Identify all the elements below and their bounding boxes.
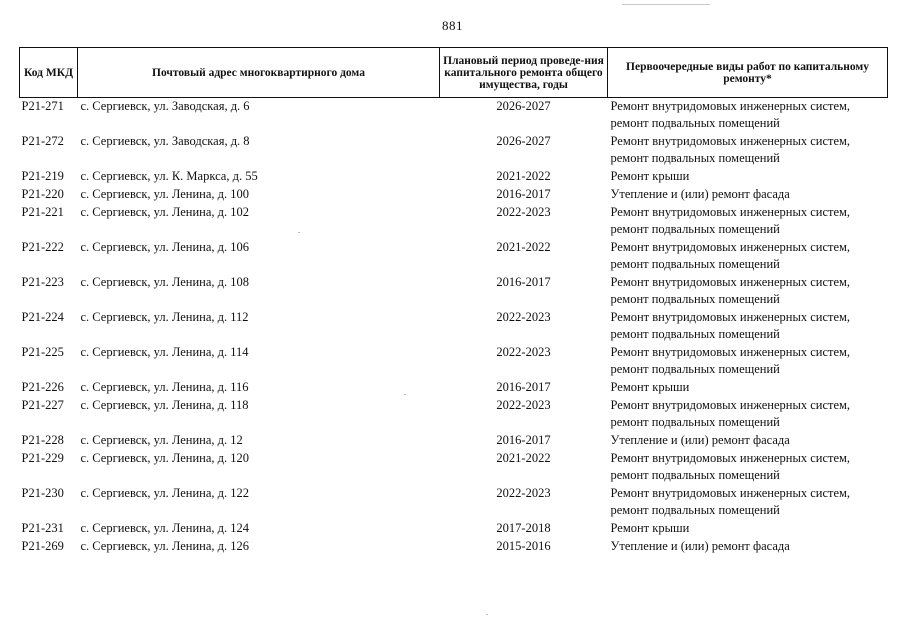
mkd-code: Р21-227 (21, 397, 64, 412)
repair-works (608, 309, 888, 344)
table-row (20, 274, 888, 309)
table-row (20, 133, 888, 168)
repair-work-line: Ремонт внутридомовых инженерных систем, (610, 274, 851, 289)
table-row (20, 397, 888, 432)
mkd-code: Р21-271 (21, 99, 64, 113)
repair-works (608, 432, 888, 450)
table-row (20, 239, 888, 274)
repair-work-line: Ремонт внутридомовых инженерных систем, (610, 450, 851, 465)
postal-address: с. Сергиевск, ул. Ленина, д. 100 (80, 186, 250, 201)
repair-work-line: ремонт подвальных помещений (610, 221, 780, 236)
mkd-code: Р21-220 (21, 186, 64, 201)
repair-work-line: Ремонт внутридомовых инженерных систем, (610, 344, 851, 359)
repair-period: 2021-2022 (496, 450, 551, 465)
repair-period: 2016-2017 (496, 186, 551, 201)
repair-work-line: ремонт подвальных помещений (610, 256, 780, 271)
repair-work-line: Ремонт крыши (610, 520, 690, 535)
repair-works (608, 344, 888, 379)
postal-address: с. Сергиевск, ул. Ленина, д. 118 (80, 397, 249, 412)
repair-work-line: Ремонт внутридомовых инженерных систем, (610, 133, 851, 148)
mkd-code: Р21-225 (21, 344, 64, 359)
postal-address: с. Сергиевск, ул. Заводская, д. 8 (80, 133, 250, 148)
repair-work-line: ремонт подвальных помещений (610, 502, 780, 517)
repair-work-line: Ремонт внутридомовых инженерных систем, (610, 397, 851, 412)
mkd-code: Р21-230 (21, 485, 64, 500)
mkd-code: Р21-269 (21, 538, 64, 553)
mkd-code: Р21-222 (21, 239, 64, 254)
table-row (20, 204, 888, 239)
header-works: Первоочередные виды работ по капитальному ремонту* (608, 48, 888, 98)
table-row (20, 98, 888, 133)
page-number: 881 (442, 18, 463, 33)
repair-work-line: Утепление и (или) ремонт фасада (610, 538, 790, 553)
repair-work-line: Ремонт внутридомовых инженерных систем, (610, 239, 851, 254)
mkd-code: Р21-224 (21, 309, 64, 324)
repair-work-line: Ремонт внутридомовых инженерных систем, (610, 99, 851, 113)
scan-speck (298, 232, 300, 233)
postal-address: с. Сергиевск, ул. Ленина, д. 106 (80, 239, 250, 254)
repair-period: 2026-2027 (496, 99, 551, 113)
repair-works (608, 397, 888, 432)
mkd-code: Р21-231 (21, 520, 64, 535)
repair-period: 2015-2016 (496, 538, 551, 553)
repair-period: 2026-2027 (496, 133, 551, 148)
postal-address: с. Сергиевск, ул. Ленина, д. 116 (80, 379, 249, 394)
postal-address: с. Сергиевск, ул. Ленина, д. 120 (80, 450, 250, 465)
mkd-code: Р21-223 (21, 274, 64, 289)
repair-period: 2021-2022 (496, 239, 551, 254)
repair-works (608, 485, 888, 520)
repair-period: 2017-2018 (496, 520, 551, 535)
table-row (20, 450, 888, 485)
repair-works (608, 186, 888, 204)
repair-work-line: Ремонт внутридомовых инженерных систем, (610, 204, 851, 219)
postal-address: с. Сергиевск, ул. Ленина, д. 12 (80, 432, 243, 447)
repair-period: 2016-2017 (496, 274, 551, 289)
repair-works (608, 168, 888, 186)
repair-period: 2022-2023 (496, 204, 551, 219)
table-header (20, 48, 888, 98)
repair-work-line: Ремонт внутридомовых инженерных систем, (610, 309, 851, 324)
postal-address: с. Сергиевск, ул. Ленина, д. 124 (80, 520, 250, 535)
table-row (20, 538, 888, 556)
repair-works (608, 98, 888, 133)
repair-period: 2022-2023 (496, 397, 551, 412)
header-code: Код МКД (20, 48, 78, 98)
postal-address: с. Сергиевск, ул. Ленина, д. 122 (80, 485, 250, 500)
table-body (20, 98, 888, 556)
repair-work-line: ремонт подвальных помещений (610, 414, 780, 429)
table-row (20, 520, 888, 538)
postal-address: с. Сергиевск, ул. Ленина, д. 114 (80, 344, 249, 359)
scan-speck (404, 394, 406, 395)
postal-address: с. Сергиевск, ул. Ленина, д. 112 (80, 309, 249, 324)
table-row (20, 309, 888, 344)
repair-works (608, 379, 888, 397)
mkd-code: Р21-228 (21, 432, 64, 447)
repair-work-line: ремонт подвальных помещений (610, 150, 780, 165)
table-row (20, 432, 888, 450)
repair-works (608, 204, 888, 239)
repair-work-line: ремонт подвальных помещений (610, 361, 780, 376)
repair-works (608, 274, 888, 309)
table-row (20, 168, 888, 186)
table-row (20, 344, 888, 379)
mkd-code: Р21-229 (21, 450, 64, 465)
mkd-code: Р21-272 (21, 133, 64, 148)
mkd-code: Р21-219 (21, 168, 64, 183)
repair-work-line: Утепление и (или) ремонт фасада (610, 432, 790, 447)
repair-work-line: ремонт подвальных помещений (610, 467, 780, 482)
repair-period: 2022-2023 (496, 485, 551, 500)
table-row (20, 186, 888, 204)
capital-repair-table (19, 47, 888, 556)
table-row (20, 485, 888, 520)
postal-address: с. Сергиевск, ул. Ленина, д. 126 (80, 538, 250, 553)
repair-work-line: ремонт подвальных помещений (610, 326, 780, 341)
repair-work-line: ремонт подвальных помещений (610, 116, 780, 130)
repair-period: 2022-2023 (496, 344, 551, 359)
table-row (20, 379, 888, 397)
scan-artifact (622, 4, 710, 5)
repair-work-line: Ремонт крыши (610, 379, 690, 394)
repair-work-line: Ремонт внутридомовых инженерных систем, (610, 485, 851, 500)
repair-period: 2021-2022 (496, 168, 551, 183)
repair-work-line: Ремонт крыши (610, 168, 690, 183)
repair-period: 2016-2017 (496, 432, 551, 447)
postal-address: с. Сергиевск, ул. Ленина, д. 102 (80, 204, 250, 219)
repair-work-line: ремонт подвальных помещений (610, 291, 780, 306)
mkd-code: Р21-226 (21, 379, 64, 394)
postal-address: с. Сергиевск, ул. Ленина, д. 108 (80, 274, 250, 289)
repair-works (608, 538, 888, 556)
repair-work-line: Утепление и (или) ремонт фасада (610, 186, 790, 201)
repair-period: 2022-2023 (496, 309, 551, 324)
scan-speck (486, 614, 488, 615)
repair-works (608, 239, 888, 274)
mkd-code: Р21-221 (21, 204, 64, 219)
header-period: Плановый период проведе-ния капитального ремонта общего имущества, годы (440, 48, 608, 98)
postal-address: с. Сергиевск, ул. Заводская, д. 6 (80, 99, 250, 113)
repair-period: 2016-2017 (496, 379, 551, 394)
postal-address: с. Сергиевск, ул. К. Маркса, д. 55 (80, 168, 258, 183)
repair-works (608, 520, 888, 538)
repair-works (608, 450, 888, 485)
header-address: Почтовый адрес многоквартирного дома (78, 48, 440, 98)
repair-works (608, 133, 888, 168)
